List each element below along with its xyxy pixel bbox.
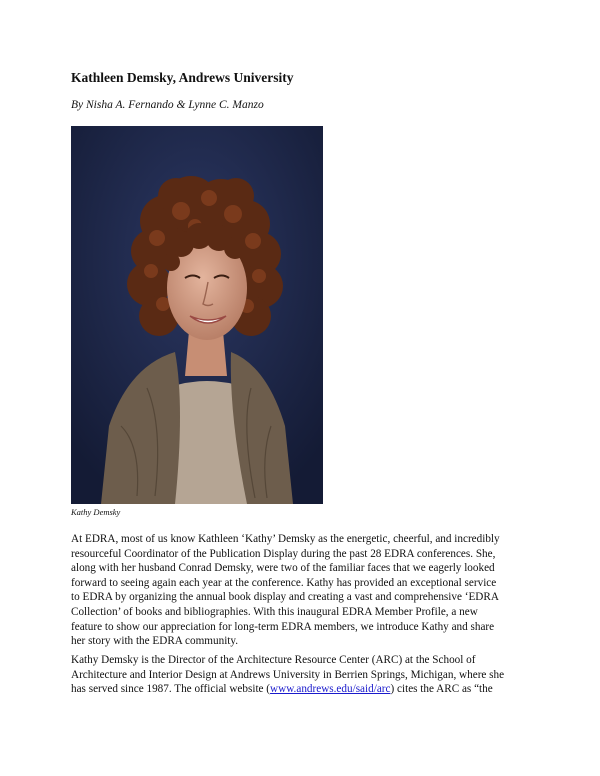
intro-paragraph xyxy=(71,532,541,649)
paragraph-line: At EDRA, most of us know Kathleen ‘Kathy’ Demsky as the energetic, cheerful, and incredibly xyxy=(71,533,500,545)
paragraph-line: her story with the EDRA community. xyxy=(71,635,239,648)
paragraph-line xyxy=(71,682,541,697)
line-text-before-link: has served since 1987. The official website ( xyxy=(71,683,271,696)
paragraph-line: Collection’ of books and bibliographies. With this inaugural EDRA Member Profile, a new xyxy=(71,605,478,618)
article-byline: By Nisha A. Fernando & Lynne C. Manzo xyxy=(71,99,264,111)
paragraph-line: resourceful Coordinator of the Publication Display during the past 28 EDRA conferences. She, xyxy=(71,547,496,560)
paragraph-line: feature to show our appreciation for long-term EDRA members, we introduce Kathy and share xyxy=(71,620,495,633)
photo-caption: Kathy Demsky xyxy=(71,507,121,517)
paragraph-line: forward to seeing again each year at the conference. Kathy has provided an exceptional service xyxy=(71,576,497,589)
article-title: Kathleen Demsky, Andrews University xyxy=(71,70,294,85)
paragraph-line: Architecture and Interior Design at Andrews University in Berrien Springs, Michigan, where she xyxy=(71,668,505,681)
paragraph-line: to EDRA by organizing the annual book display and creating a vast and comprehensive ‘EDRA xyxy=(71,591,499,604)
director-paragraph xyxy=(71,653,541,697)
paragraph-line: Kathy Demsky is the Director of the Architecture Resource Center (ARC) at the School of xyxy=(71,654,476,666)
portrait-photo xyxy=(71,126,323,504)
arc-website-link[interactable]: www.andrews.edu/said/arc xyxy=(270,683,391,696)
line-text-after-link: ) cites the ARC as “the xyxy=(390,683,493,696)
paragraph-line: along with her husband Conrad Demsky, were two of the familiar faces that we eagerly looked xyxy=(71,562,495,575)
